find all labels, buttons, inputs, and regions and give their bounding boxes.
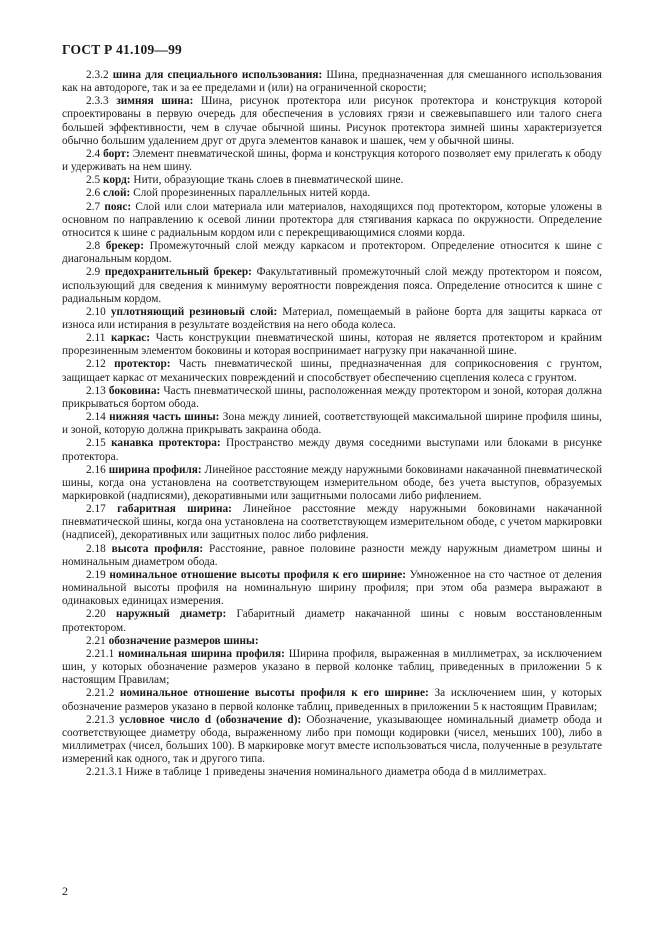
- paragraph: [62, 187, 602, 200]
- paragraph: [62, 766, 602, 779]
- term: предохранительный брекер:: [104, 266, 252, 279]
- definition: Элемент пневматической шины, форма и конструкция которого позволяет ему прилегать к ободу и удерживать на нем шину.: [62, 147, 603, 174]
- page-number: 2: [62, 884, 68, 898]
- paragraph-number: 2.5: [86, 174, 101, 187]
- term: брекер:: [105, 240, 144, 253]
- document-header: ГОСТ Р 41.109—99: [62, 42, 182, 57]
- paragraph: [62, 240, 602, 266]
- paragraph: [62, 714, 602, 767]
- document-body: [62, 69, 602, 779]
- definition: За исключением шин, у которых обозначение размеров указано в первой колонке таблиц, приведенных в приложении 5 к настоящим Правилам;: [62, 687, 602, 713]
- definition: Факультативный промежуточный слой между протектором и поясом, использующий для сведения к минимуму вероятности повреждения пояса. Определение относится к шине с радиальным кордом.: [62, 266, 602, 305]
- term: зимняя шина:: [116, 95, 194, 108]
- paragraph-number: 2.3.2: [86, 69, 109, 81]
- paragraph-number: 2.19: [86, 568, 106, 581]
- paragraph-number: 2.12: [86, 358, 106, 371]
- paragraph-number: 2.10: [86, 305, 106, 318]
- term: номинальное отношение высоты профиля к его ширине:: [109, 568, 406, 581]
- paragraph: [62, 201, 602, 240]
- term: борт:: [103, 147, 130, 160]
- paragraph-number: 2.20: [86, 608, 106, 621]
- term: пояс:: [104, 200, 132, 213]
- term: шина для специального использования:: [112, 69, 323, 81]
- definition: Шина, предназначенная для смешанного использования как на автодороге, так и за ее пределами и (или) на ограниченной скорости;: [62, 69, 602, 95]
- term: протектор:: [114, 358, 171, 371]
- paragraph: [62, 569, 602, 608]
- definition: Слой прорезиненных параллельных нитей корда.: [133, 187, 371, 200]
- definition: Пространство между двумя соседними выступами или блоками в рисунке протектора.: [62, 437, 603, 463]
- term: номинальная ширина профиля:: [118, 647, 285, 660]
- definition: Слой или слои материала или материалов, находящихся под протектором, которые уложены в основном по направлению к осевой линии протектора для стягивания каркаса по окружности. Определение относится к шине с радиальным кордом или с перекрещивающимися слоями корда.: [62, 200, 603, 239]
- paragraph: [62, 306, 602, 332]
- definition: Расстояние, равное половине разности между наружным диаметром шины и номинальным диаметром обода.: [62, 542, 602, 568]
- paragraph-number: 2.4: [86, 147, 101, 160]
- paragraph: [62, 148, 602, 174]
- term: высота профиля:: [111, 542, 204, 555]
- paragraph-number: 2.3.3: [86, 95, 109, 108]
- paragraph: [62, 503, 602, 542]
- term: наружный диаметр:: [115, 608, 227, 621]
- paragraph-number: 2.21.3: [86, 713, 115, 726]
- paragraph: [62, 174, 602, 187]
- definition: Нити, образующие ткань слоев в пневматической шине.: [133, 174, 404, 187]
- definition: Линейное расстояние между наружными боковинами накачанной пневматической шины, когда она установлена на соответствующем измерительном ободе, без учета выступов, образуемых маркировкой (надписями), декоративными или защитными полосами либо рифлением.: [62, 463, 602, 502]
- paragraph-number: 2.16: [86, 463, 106, 476]
- definition: Промежуточный слой между каркасом и протектором. Определение относится к шине с диагональным кордом.: [62, 240, 603, 266]
- term: уплотняющий резиновый слой:: [110, 305, 278, 318]
- paragraph: [62, 648, 602, 687]
- paragraph-number: 2.7: [86, 200, 101, 213]
- definition: Ширина профиля, выраженная в миллиметрах, за исключением шин, у которых обозначение размеров указано в первой колонке таблиц, приведенных в приложении 5 к настоящим Правилам;: [62, 647, 602, 687]
- definition: Умноженное на сто частное от деления номинальной высоты профиля на номинальную ширину профиля; при этом оба размера выражают в одинаковых единицах измерения.: [62, 568, 602, 608]
- paragraph: [62, 332, 602, 358]
- paragraph-number: 2.15: [86, 437, 106, 450]
- paragraph: [62, 95, 602, 148]
- paragraph: [62, 385, 602, 411]
- term: условное число d (обозначение d):: [119, 713, 302, 726]
- paragraph-number: 2.6: [86, 187, 101, 200]
- term: каркас:: [111, 332, 151, 345]
- paragraph-number: 2.11: [86, 332, 106, 345]
- paragraph: [62, 464, 602, 503]
- paragraph-number: 2.13: [86, 384, 106, 397]
- paragraph-number: 2.8: [86, 240, 101, 253]
- paragraph-number: 2.21.3.1: [86, 766, 123, 779]
- definition: Обозначение, указывающее номинальный диаметр обода и соответствующее диаметру обода, выраженному либо при помощи кодировки (чисел, меньших 100), либо в миллиметрах (чисел, больших 100). В маркировке могут вместе использоваться числа, полученные в результате измерений как одного, так и другого типа.: [62, 713, 603, 766]
- definition: Шина, рисунок протектора или рисунок протектора и конструкция которой спроектированы в первую очередь для обеспечения в условиях грязи и свежевыпавшего или талого снега большей эффективности, чем в случае обычной шины. Рисунок протектора зимней шины характеризуется обычно большим удалением друг от друга элементов канавок и шашек, чем у обычной шины.: [62, 95, 602, 147]
- paragraph-number: 2.18: [86, 542, 106, 555]
- term: габаритная ширина:: [117, 503, 232, 516]
- definition: Материал, помещаемый в районе борта для защиты каркаса от износа или истирания в результате воздействия на него обода колеса.: [62, 305, 603, 331]
- definition: Часть конструкции пневматической шины, которая не является протектором и крайним прорезиненным элементом боковины и которая воспринимает нагрузку при накачанной шине.: [62, 332, 603, 358]
- paragraph: [62, 635, 602, 648]
- paragraph: [62, 608, 602, 634]
- term: нижняя часть шины:: [109, 411, 220, 424]
- term: номинальное отношение высоты профиля к его ширине:: [119, 687, 429, 700]
- paragraph-number: 2.21: [86, 634, 106, 647]
- paragraph-number: 2.21.2: [86, 687, 115, 700]
- definition: Габаритный диаметр накачанной шины с новым восстановленным протектором.: [62, 608, 602, 634]
- definition: Ниже в таблице 1 приведены значения номинального диаметра обода d в миллиметрах.: [125, 766, 547, 779]
- paragraph: [62, 543, 602, 569]
- definition: Часть пневматической шины, предназначенная для соприкосновения с грунтом, защищает каркас от механических повреждений и способствует обеспечению сцепления колеса с грунтом.: [62, 358, 602, 384]
- paragraph: [62, 358, 602, 384]
- paragraph: [62, 69, 602, 95]
- paragraph: [62, 266, 602, 305]
- paragraph: [62, 687, 602, 713]
- definition: Линейное расстояние между наружными боковинами накачанной пневматической шины, когда она установлена на соответствующем измерительном ободе, с учетом маркировки (надписей), декоративных или защитных полос либо рифления.: [62, 503, 602, 542]
- paragraph: [62, 437, 602, 463]
- paragraph-number: 2.9: [86, 266, 101, 279]
- term: канавка протектора:: [111, 437, 221, 450]
- term: слой:: [102, 187, 131, 200]
- term: ширина профиля:: [108, 463, 202, 476]
- term: корд:: [102, 174, 131, 187]
- paragraph-number: 2.14: [86, 411, 106, 424]
- paragraph: [62, 411, 602, 437]
- definition: Зона между линией, соответствующей максимальной ширине профиля шины, и зоной, которую должна прикрывать закраина обода.: [62, 411, 603, 437]
- definition: Часть пневматической шины, расположенная между протектором и зоной, которая должна прикрываться бортом обода.: [62, 384, 603, 410]
- term: обозначение размеров шины:: [108, 634, 259, 647]
- term: боковина:: [108, 384, 161, 397]
- paragraph-number: 2.17: [86, 503, 106, 516]
- paragraph-number: 2.21.1: [86, 647, 115, 660]
